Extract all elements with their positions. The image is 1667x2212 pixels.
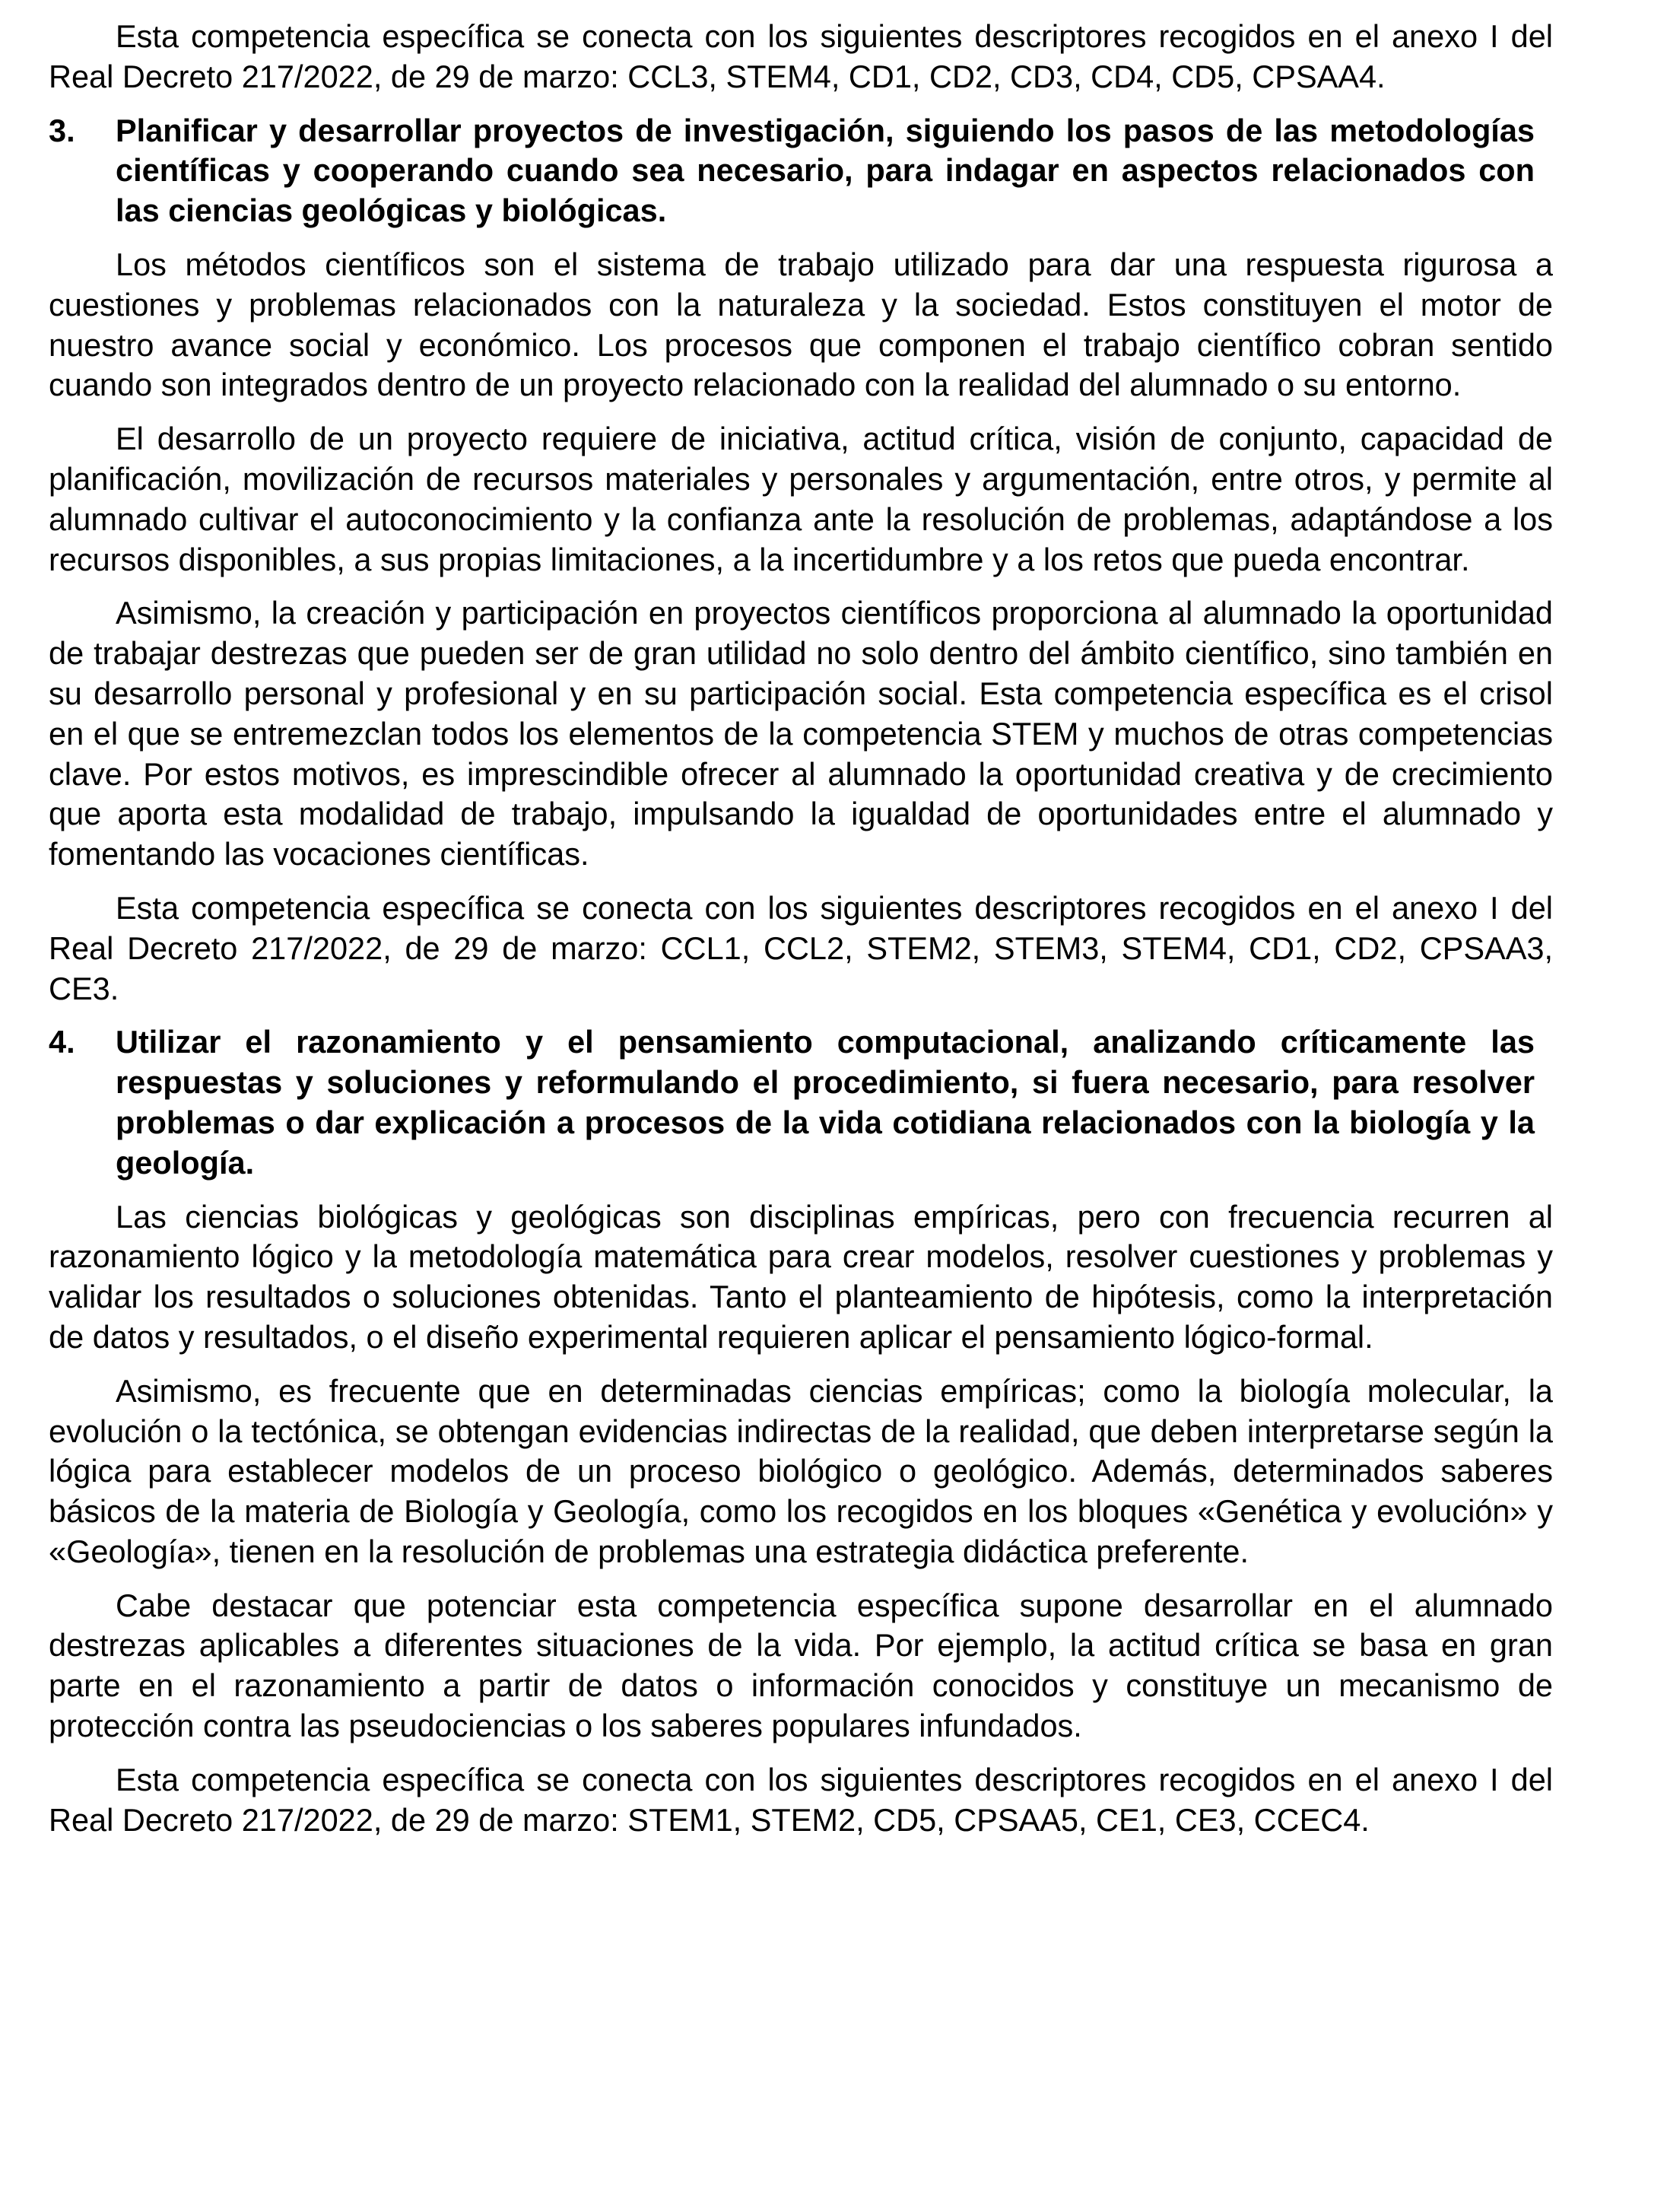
paragraph: Cabe destacar que potenciar esta competencia específica supone desarrollar en el alumnado destrezas aplicables a diferentes situaciones de la vida. Por ejemplo, la actitud crítica se basa en gran parte en el razonamiento a partir de datos o información conocidos y constituye un mecanismo de protección contra las pseudociencias o los saberes populares infundados. <box>49 1587 1553 1744</box>
heading-number: 3. <box>49 112 75 148</box>
heading-text: Utilizar el razonamiento y el pensamiento computacional, analizando críticamente las respuestas y soluciones y reformulando el procedimiento, si fuera necesario, para resolver problemas o dar explicación a procesos de la vida cotidiana relacionados con la biología y la geología. <box>116 1024 1535 1181</box>
paragraph: El desarrollo de un proyecto requiere de iniciativa, actitud crítica, visión de conjunto, capacidad de planificación, movilización de recursos materiales y personales y argumentación, entre otros, y permite al alumnado cultivar el autoconocimiento y la confianza ante la resolución de problemas, adaptándose a los recursos disponibles, a sus propias limitaciones, a la incertidumbre y a los retos que pueda encontrar. <box>49 421 1553 577</box>
paragraph: Las ciencias biológicas y geológicas son disciplinas empíricas, pero con frecuencia recurren al razonamiento lógico y la metodología matemática para crear modelos, resolver cuestiones y problemas y validar los resultados o soluciones obtenidas. Tanto el planteamiento de hipótesis, como la interpretación de datos y resultados, o el diseño experimental requieren aplicar el pensamiento lógico-formal. <box>49 1198 1553 1355</box>
heading-text: Planificar y desarrollar proyectos de investigación, siguiendo los pasos de las metodologías científicas y cooperando cuando sea necesario, para indagar en aspectos relacionados con las ciencias geológicas y biológicas. <box>116 112 1535 229</box>
competency-heading-4 <box>49 1022 1553 1183</box>
heading-number: 4. <box>49 1024 75 1060</box>
paragraph-descriptors-2: Esta competencia específica se conecta con los siguientes descriptores recogidos en el anexo I del Real Decreto 217/2022, de 29 de marzo: CCL3, STEM4, CD1, CD2, CD3, CD4, CD5, CPSAA4. <box>49 18 1553 94</box>
paragraph-descriptors-4: Esta competencia específica se conecta con los siguientes descriptores recogidos en el anexo I del Real Decreto 217/2022, de 29 de marzo: STEM1, STEM2, CD5, CPSAA5, CE1, CE3, CCEC4. <box>49 1761 1553 1838</box>
paragraph: Asimismo, la creación y participación en proyectos científicos proporciona al alumnado la oportunidad de trabajar destrezas que pueden ser de gran utilidad no solo dentro del ámbito científico, sino también en su desarrollo personal y profesional y en su participación social. Esta competencia específica es el crisol en el que se entremezclan todos los elementos de la competencia STEM y muchos de otras competencias clave. Por estos motivos, es imprescindible ofrecer al alumnado la oportunidad creativa y de crecimiento que aporta esta modalidad de trabajo, impulsando la igualdad de oportunidades entre el alumnado y fomentando las vocaciones científicas. <box>49 595 1553 872</box>
paragraph: Los métodos científicos son el sistema de trabajo utilizado para dar una respuesta rigurosa a cuestiones y problemas relacionados con la naturaleza y la sociedad. Estos constituyen el motor de nuestro avance social y económico. Los procesos que componen el trabajo científico cobran sentido cuando son integrados dentro de un proyecto relacionado con la realidad del alumnado o su entorno. <box>49 246 1553 403</box>
paragraph: Asimismo, es frecuente que en determinadas ciencias empíricas; como la biología molecular, la evolución o la tectónica, se obtengan evidencias indirectas de la realidad, que deben interpretarse según la lógica para establecer modelos de un proceso biológico o geológico. Además, determinados saberes básicos de la materia de Biología y Geología, como los recogidos en los bloques «Genética y evolución» y «Geología», tienen en la resolución de problemas una estrategia didáctica preferente. <box>49 1372 1553 1569</box>
paragraph-descriptors-3: Esta competencia específica se conecta con los siguientes descriptores recogidos en el anexo I del Real Decreto 217/2022, de 29 de marzo: CCL1, CCL2, STEM2, STEM3, STEM4, CD1, CD2, CPSAA3, CE3. <box>49 889 1553 1006</box>
competency-heading-3 <box>49 111 1553 231</box>
